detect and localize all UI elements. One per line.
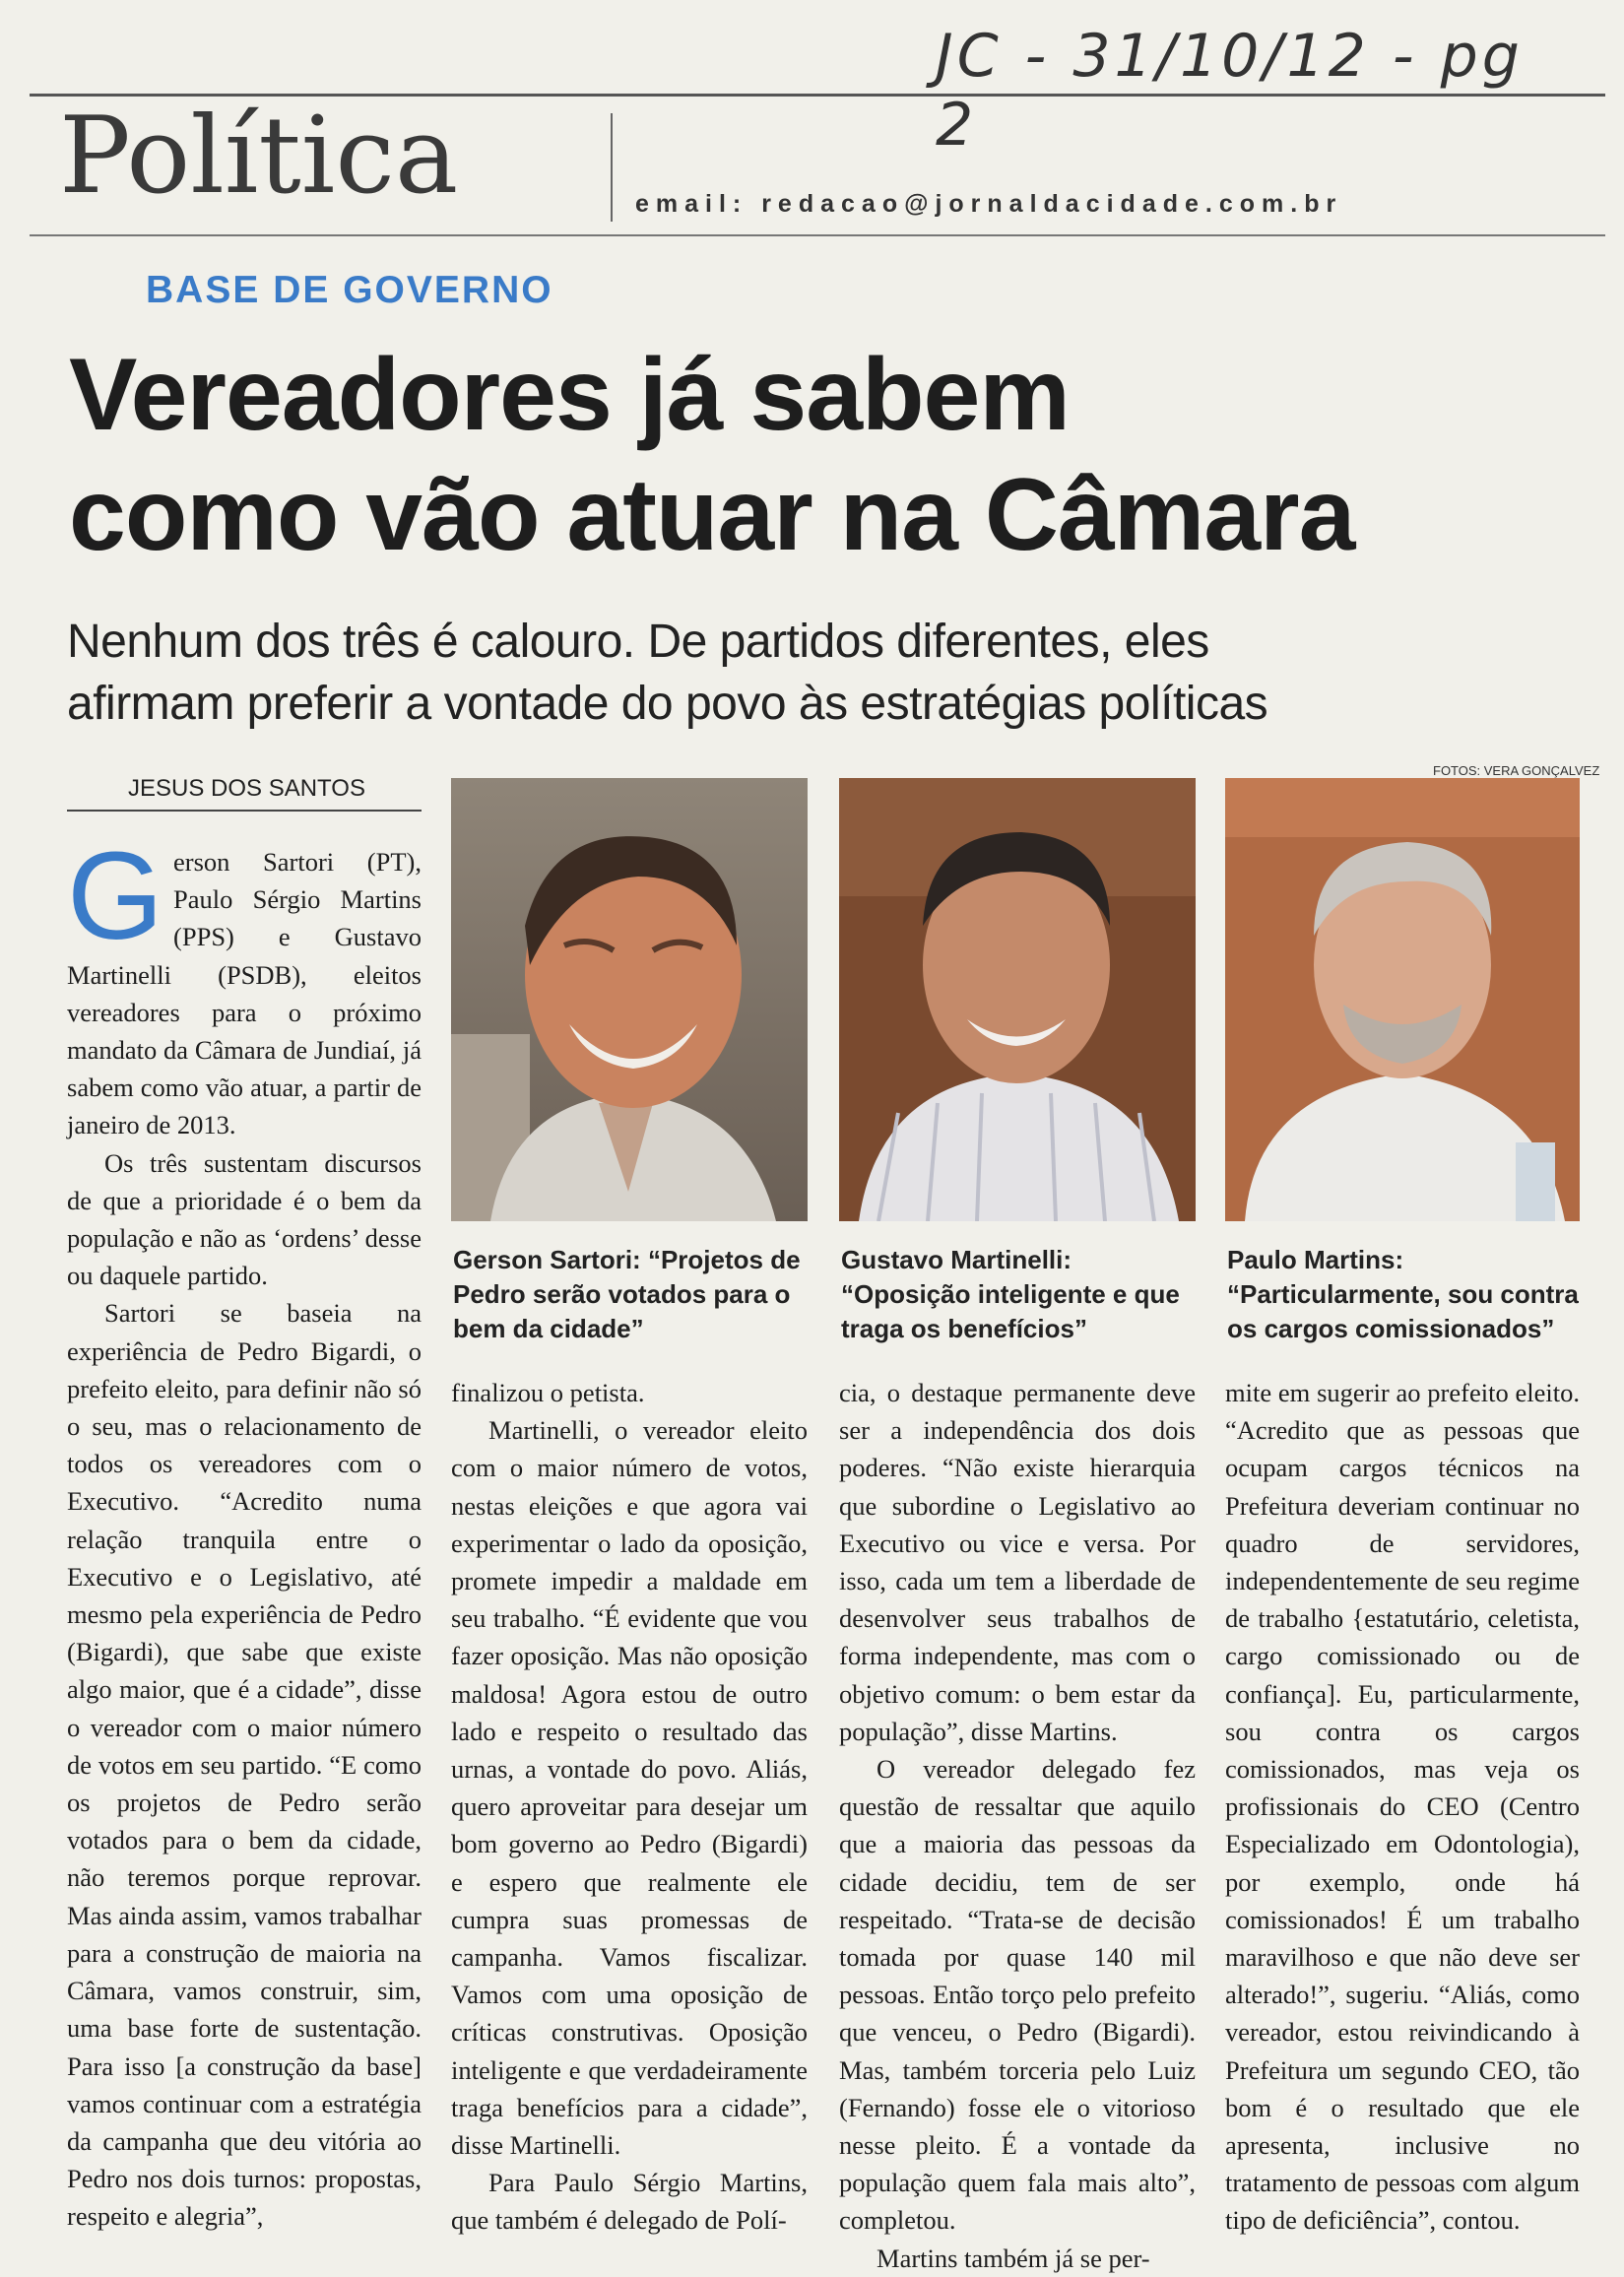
paragraph: Sartori se baseia na experiência de Pedro Bigardi, o prefeito eleito, para definir não só o seu, mas o relacionamento de todos os vereadores com o Executivo. “Acredito numa relação tranquila entre o Executivo e o Legislativo, até mesmo pela experiência de Pedro (Bigardi), que sabe que existe algo maior, que é a cidade”, disse o vereador com o maior número de votos em seu partido. “E como os projetos de Pedro serão votados para o bem da cidade, não teremos porque reprovar. Mas ainda assim, vamos trabalhar para a construção de maioria na Câmara, vamos construir, sim, uma base forte de sustentação. Para isso [a construção da base] vamos continuar com a estratégia da campanha que deu vitória ao Pedro nos dois turnos: propostas, respeito e alegria”,	[67, 1298, 422, 2232]
paragraph-text: erson Sartori (PT), Paulo Sérgio Martins (PPS) e Gustavo Martinelli (PSDB), eleitos vereadores para o próximo mandato da Câmara de Jundiaí, já sabem como vão atuar, a partir de janeiro de 2013.	[67, 847, 422, 1140]
caption-quote: “Projetos de Pedro serão votados para o bem da cidade”	[453, 1245, 801, 1343]
paragraph: O vereador delegado fez questão de ressaltar que aquilo que a maioria das pessoas da cidade decidiu, tem de ser respeitado. “Trata-se de decisão tomada por quase 140 mil pessoas. Então torço pelo prefeito que venceu, o Pedro (Bigardi). Mas, também torceria pelo Luiz (Fernando) fosse ele o vitorioso nesse pleito. É a vontade da população quem fala mais alto”, completou.	[839, 1754, 1196, 2236]
paragraph	[67, 826, 422, 1144]
subhead-line: afirmam preferir a vontade do povo às estratégias políticas	[67, 678, 1268, 730]
byline: JESUS DOS SANTOS	[128, 775, 365, 802]
photo-caption	[841, 1243, 1198, 1346]
paragraph: mite em sugerir ao prefeito eleito. “Acredito que as pessoas que ocupam cargos técnicos na Prefeitura deveriam continuar no quadro de servidores, independentemente de seu regime de trabalho {estatutário, celetista, cargo comissionado ou de confiança]. Eu, particularmente, sou contra os cargos comissionados, mas veja os profissionais do CEO (Centro Especializado em Odontologia), por exemplo, onde há comissionados! É um trabalho maravilhoso e que não deve ser alterado!”, sugeriu. “Aliás, como vereador, estou reivindicando à Prefeitura um segundo CEO, tão bom é o resultado que ele apresenta, inclusive no tratamento de pessoas com algum tipo de deficiência”, contou.	[1225, 1378, 1580, 2236]
paragraph: cia, o destaque permanente deve ser a independência dos dois poderes. “Não existe hierarquia que subordine o Legislativo ao Executivo ou vice e versa. Por isso, cada um tem a liberdade de desenvolver seus trabalhos de forma independente, mas com o objetivo comum: o bem estar da população”, disse Martins.	[839, 1378, 1196, 1746]
caption-quote: “Particularmente, sou contra os cargos comissionados”	[1227, 1279, 1579, 1343]
photo-paulo-martins	[1225, 778, 1580, 1221]
drop-cap: G	[67, 826, 164, 965]
caption-quote: “Oposição inteligente e que traga os benefícios”	[841, 1279, 1180, 1343]
section-email: email: redacao@jornaldacidade.com.br	[635, 190, 1343, 218]
article-headline	[69, 335, 1586, 575]
paragraph: Os três sustentam discursos de que a prioridade é o bem da população e não as ‘ordens’ desse ou daquele partido.	[67, 1147, 422, 1291]
article-column-1	[67, 826, 422, 2236]
paragraph: finalizou o petista.	[451, 1378, 645, 1407]
headline-line: como vão atuar na Câmara	[69, 458, 1355, 572]
caption-name: Gustavo Martinelli:	[841, 1245, 1072, 1274]
headline-line: Vereadores já sabem	[69, 338, 1070, 452]
photo-credit: FOTOS: VERA GONÇALVEZ	[1433, 763, 1600, 778]
section-divider	[611, 113, 613, 222]
subhead-line: Nenhum dos três é calouro. De partidos diferentes, eles	[67, 616, 1209, 668]
photo-gustavo-martinelli	[839, 778, 1196, 1221]
caption-name: Paulo Martins:	[1227, 1245, 1404, 1274]
handwritten-note: JC - 31/10/12 - pg 2	[936, 22, 1524, 160]
article-column-4	[1225, 1374, 1580, 2240]
photo-gerson-sartori	[451, 778, 808, 1221]
paragraph: Para Paulo Sérgio Martins, que também é delegado de Polí-	[451, 2168, 808, 2236]
paragraph: Martins também já se per-	[877, 2243, 1150, 2273]
photo-caption	[453, 1243, 810, 1346]
caption-name: Gerson Sartori:	[453, 1245, 641, 1274]
photo-caption	[1227, 1243, 1584, 1346]
article-kicker: BASE DE GOVERNO	[146, 269, 553, 311]
article-column-3	[839, 1374, 1196, 2277]
article-subhead	[67, 611, 1584, 735]
byline-rule	[67, 810, 422, 812]
paragraph: Martinelli, o vereador eleito com o maior número de votos, nestas eleições e que agora vai experimentar o lado da oposição, promete impedir a maldade em seu trabalho. “É evidente que vou fazer oposição. Mas não oposição maldosa! Agora estou de outro lado e respeito o resultado das urnas, a vontade do povo. Aliás, quero aproveitar para desejar um bom governo ao Pedro (Bigardi) e espero que realmente ele cumpra suas promessas de campanha. Vamos fiscalizar. Vamos com uma oposição de críticas construtivas. Oposição inteligente e que verdadeiramente traga benefícios para a cidade”, disse Martinelli.	[451, 1415, 808, 2161]
article-column-2	[451, 1374, 808, 2240]
section-title: Política	[59, 95, 459, 218]
